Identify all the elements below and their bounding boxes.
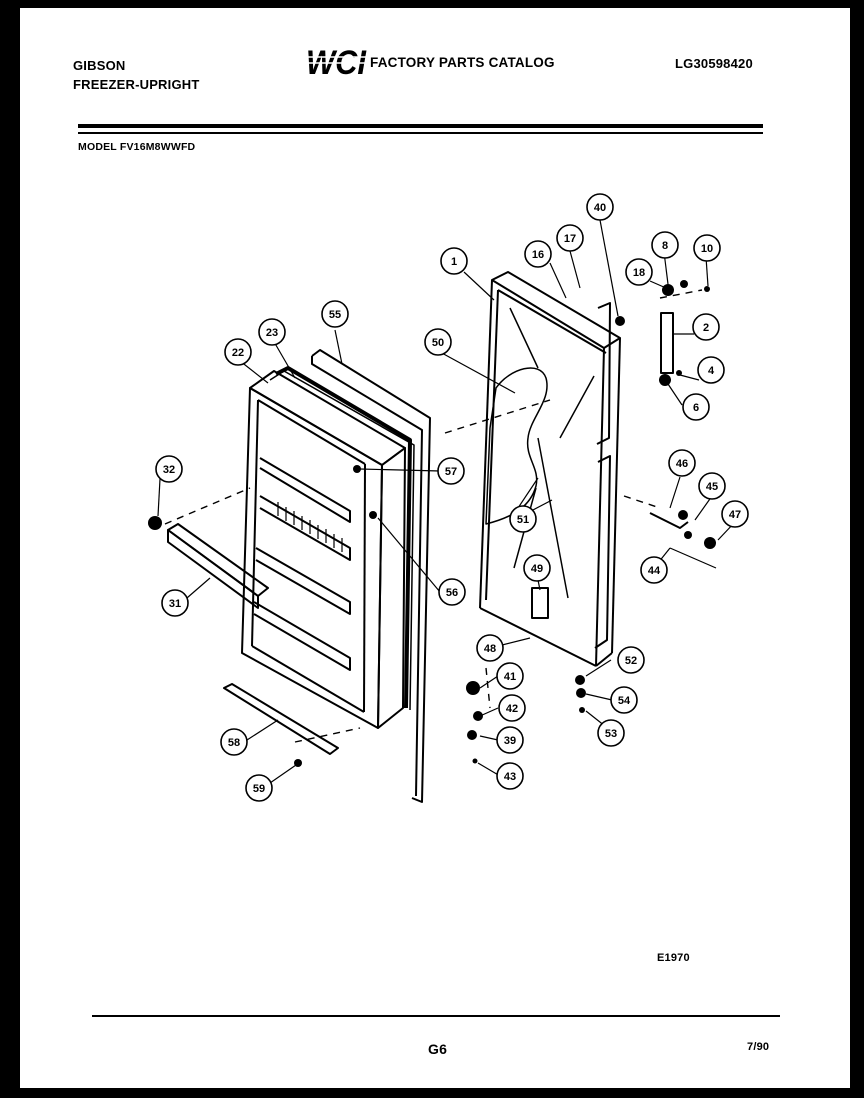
callout-46 — [669, 450, 695, 476]
callout-49 — [524, 555, 550, 581]
svg-text:23: 23 — [265, 327, 279, 339]
svg-text:17: 17 — [563, 233, 577, 245]
callout-51 — [510, 506, 536, 532]
svg-text:40: 40 — [593, 202, 607, 214]
page-number: G6 — [428, 1041, 448, 1057]
callout-16 — [525, 241, 551, 267]
bracket-49 — [532, 588, 548, 618]
svg-text:39: 39 — [503, 735, 517, 747]
callout-50 — [425, 329, 451, 355]
svg-text:54: 54 — [617, 695, 631, 707]
catalog-id: LG30598420 — [675, 56, 753, 71]
callout-55 — [322, 301, 348, 327]
svg-text:58: 58 — [227, 737, 241, 749]
callout-2 — [693, 314, 719, 340]
svg-text:6: 6 — [692, 402, 700, 414]
svg-text:4: 4 — [707, 365, 715, 377]
svg-text:47: 47 — [728, 509, 742, 521]
exploded-parts-diagram — [20, 8, 850, 1008]
svg-text:10: 10 — [700, 243, 714, 255]
shelf-grille — [278, 502, 342, 552]
svg-text:55: 55 — [328, 309, 342, 321]
svg-text:44: 44 — [647, 565, 661, 577]
hinge-bracket — [661, 313, 673, 373]
callout-8 — [652, 232, 678, 258]
callout-56 — [439, 579, 465, 605]
callout-17 — [557, 225, 583, 251]
svg-text:2: 2 — [702, 322, 710, 334]
door-rods — [510, 308, 594, 598]
svg-text:45: 45 — [705, 481, 719, 493]
callout-1 — [441, 248, 467, 274]
brand-name: GIBSON — [73, 58, 126, 73]
svg-text:49: 49 — [530, 563, 544, 575]
callout-47 — [722, 501, 748, 527]
callout-54 — [611, 687, 637, 713]
callout-42 — [499, 695, 525, 721]
callout-31 — [162, 590, 188, 616]
svg-text:16: 16 — [531, 249, 545, 261]
callout-44 — [641, 557, 667, 583]
svg-text:52: 52 — [624, 655, 638, 667]
callout-48 — [477, 635, 503, 661]
svg-text:8: 8 — [661, 240, 669, 252]
callout-22 — [225, 339, 251, 365]
callout-23 — [259, 319, 285, 345]
svg-text:43: 43 — [503, 771, 517, 783]
callout-4 — [698, 357, 724, 383]
callout-57 — [438, 458, 464, 484]
svg-text:46: 46 — [675, 458, 689, 470]
callout-10 — [694, 235, 720, 261]
callout-53 — [598, 720, 624, 746]
callout-59 — [246, 775, 272, 801]
callout-43 — [497, 763, 523, 789]
svg-text:32: 32 — [162, 464, 176, 476]
svg-text:1: 1 — [450, 256, 458, 268]
callout-58 — [221, 729, 247, 755]
svg-text:51: 51 — [516, 514, 530, 526]
svg-text:42: 42 — [505, 703, 519, 715]
model-number: MODEL FV16M8WWFD — [78, 141, 196, 153]
callout-32 — [156, 456, 182, 482]
parts-catalog-sheet — [20, 8, 850, 1088]
callout-18 — [626, 259, 652, 285]
svg-text:56: 56 — [445, 587, 459, 599]
callout-40 — [587, 194, 613, 220]
callout-52 — [618, 647, 644, 673]
svg-text:31: 31 — [168, 598, 182, 610]
date-code: 7/90 — [747, 1041, 770, 1053]
insulation-pad — [486, 368, 547, 524]
drawing-code: E1970 — [657, 952, 690, 964]
svg-text:50: 50 — [431, 337, 445, 349]
svg-text:57: 57 — [444, 466, 458, 478]
callout-45 — [699, 473, 725, 499]
svg-text:53: 53 — [604, 728, 618, 740]
svg-text:41: 41 — [503, 671, 517, 683]
door-panel — [480, 272, 620, 666]
logo-text: WCI — [306, 44, 368, 80]
callout-39 — [497, 727, 523, 753]
leader-lines — [158, 220, 735, 783]
svg-text:22: 22 — [231, 347, 245, 359]
svg-text:18: 18 — [632, 267, 646, 279]
svg-text:59: 59 — [252, 783, 266, 795]
callout-41 — [497, 663, 523, 689]
footer-rule — [92, 1015, 780, 1017]
product-category: FREEZER-UPRIGHT — [73, 77, 200, 92]
svg-text:48: 48 — [483, 643, 497, 655]
callout-6 — [683, 394, 709, 420]
door-gasket — [276, 368, 410, 708]
catalog-title: FACTORY PARTS CATALOG — [370, 55, 555, 70]
